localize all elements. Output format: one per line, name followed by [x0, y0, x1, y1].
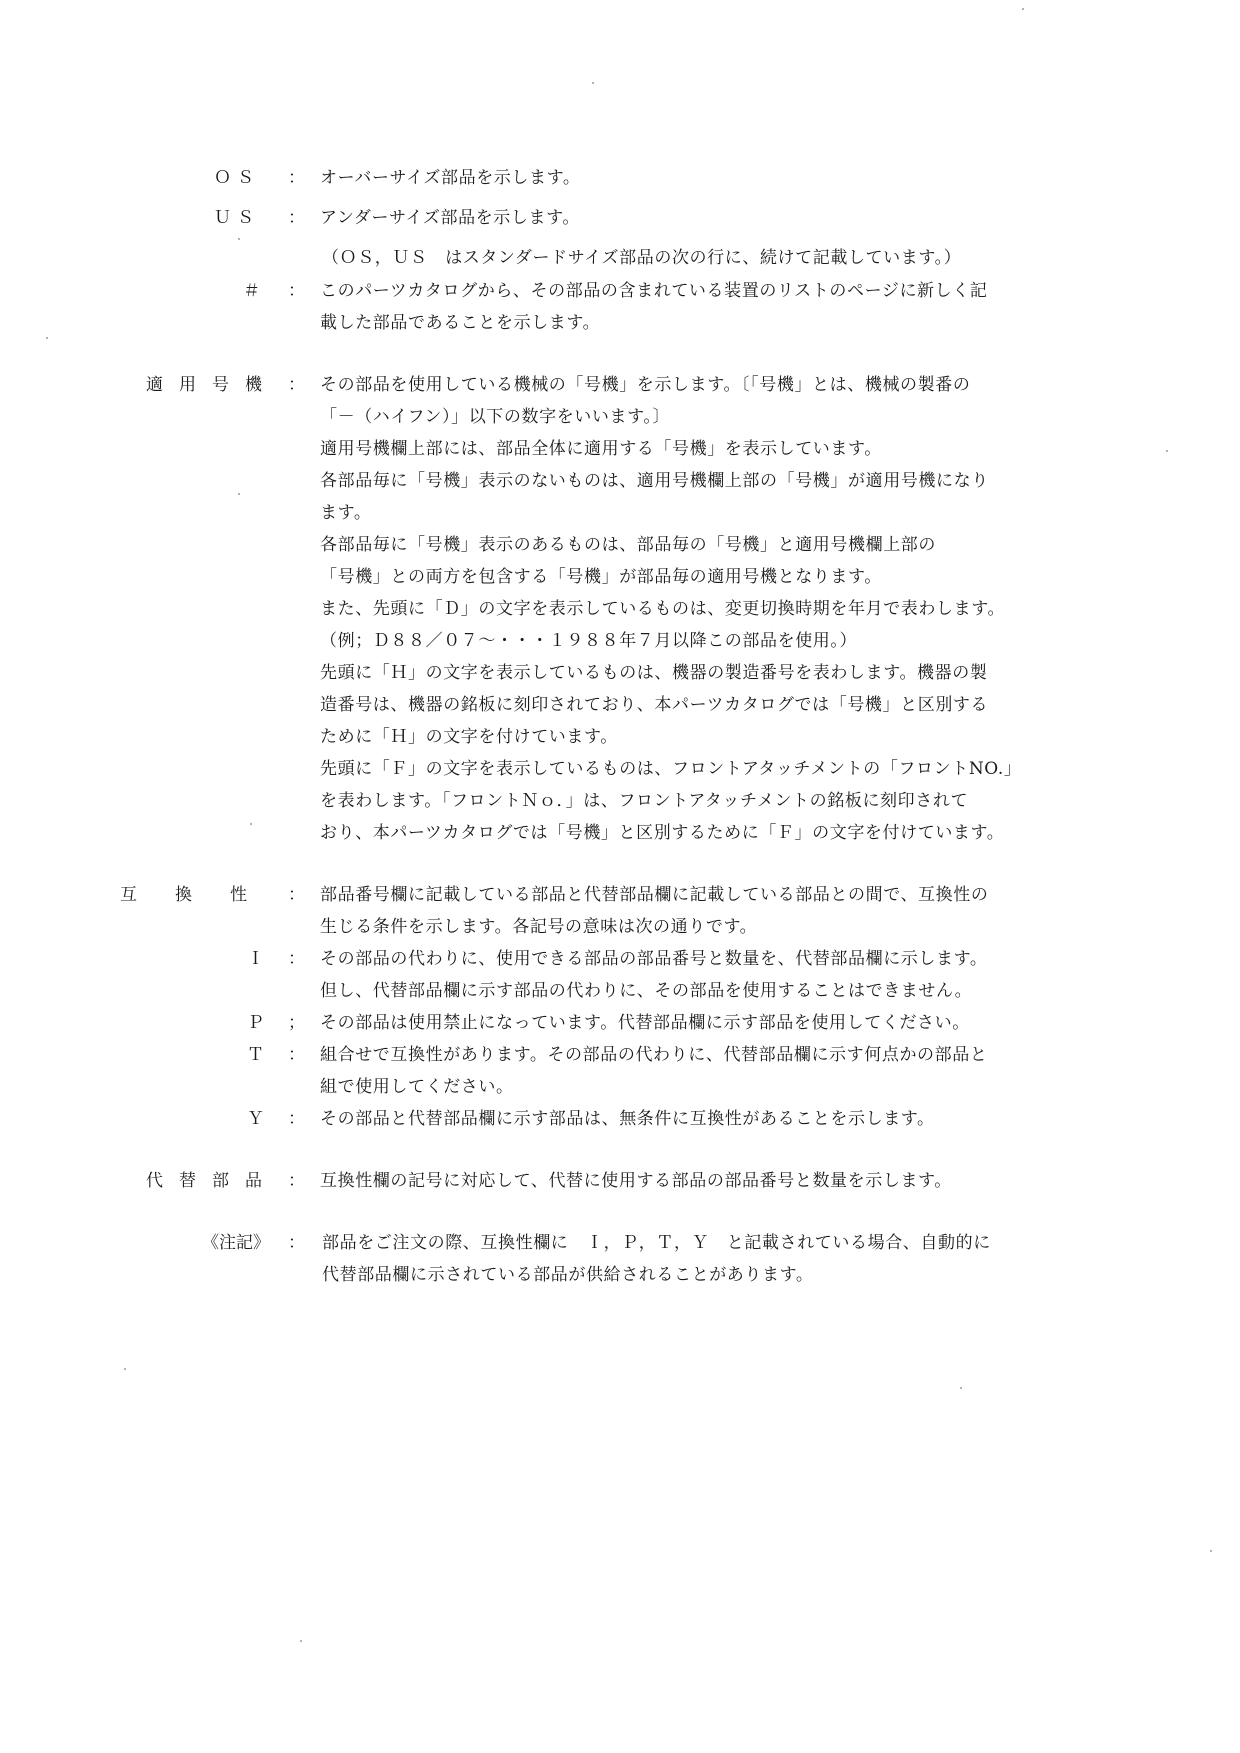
applicable-row-11 [0, 690, 1240, 720]
legend-hash-row-2 [0, 308, 1240, 338]
applicable-line-8: また、先頭に「Ｄ」の文字を表示しているものは、変更切換時期を年月で表わします。 [320, 599, 1006, 619]
applicable-line-10: 先頭に「Ｈ」の文字を表示しているものは、機器の製造番号を表わします。機器の製 [320, 663, 988, 683]
legend-hash-row [0, 276, 1240, 306]
code-y-line-1: その部品と代替部品欄に示す部品は、無条件に互換性があることを示します。 [320, 1109, 935, 1129]
note-row-2 [0, 1260, 1240, 1290]
scan-speck [592, 82, 594, 84]
code-y-term: Ｙ [247, 1109, 264, 1129]
code-p-row [0, 1008, 1240, 1038]
applicable-line-2: 「－（ハイフン）」以下の数字をいいます。〕 [320, 407, 671, 427]
scan-speck [238, 238, 240, 240]
code-i-term: Ｉ [247, 949, 264, 969]
legend-hash-text-1: このパーツカタログから、その部品の含まれている装置のリストのページに新しく記 [320, 281, 988, 301]
compatibility-term: 互換性 [120, 885, 285, 905]
applicable-line-12: ために「Ｈ」の文字を付けています。 [320, 727, 618, 747]
applicable-line-13: 先頭に「Ｆ」の文字を表示しているものは、フロントアタッチメントの「フロントNO.」 [320, 759, 1022, 779]
code-p-colon: ； [288, 1013, 305, 1033]
compatibility-line-1: 部品番号欄に記載している部品と代替部品欄に記載している部品との間で、互換性の [320, 885, 989, 905]
applicable-line-3: 適用号機欄上部には、部品全体に適用する「号機」を表示しています。 [320, 439, 882, 459]
applicable-line-5: ます。 [320, 503, 372, 523]
applicable-line-15: おり、本パーツカタログでは「号機」と区別するために「Ｆ」の文字を付けています。 [320, 823, 1005, 843]
applicable-line-4: 各部品毎に「号機」表示のないものは、適用号機欄上部の「号機」が適用号機になり [320, 471, 989, 491]
note-row-1 [0, 1228, 1240, 1258]
applicable-line-7: 「号機」との両方を包含する「号機」が部品毎の適用号機となります。 [320, 567, 882, 587]
code-t-row-2 [0, 1072, 1240, 1102]
applicable-row-14 [0, 786, 1240, 816]
code-i-line-2: 但し、代替部品欄に示す部品の代わりに、その部品を使用することはできません。 [320, 981, 973, 1001]
code-t-term: Ｔ [247, 1045, 264, 1065]
applicable-term: 適用号機 [146, 375, 278, 395]
applicable-row-7 [0, 562, 1240, 592]
legend-hash-term: ＃ [243, 281, 260, 301]
scan-speck [300, 1640, 302, 1642]
code-i-row-2 [0, 976, 1240, 1006]
compatibility-line-2: 生じる条件を示します。各記号の意味は次の通りです。 [320, 917, 758, 937]
note-line-1: 部品をご注文の際、互換性欄に Ｉ，Ｐ，Ｔ，Ｙ と記載されている場合、自動的に [322, 1233, 991, 1253]
replacement-line-1: 互換性欄の記号に対応して、代替に使用する部品の部品番号と数量を示します。 [320, 1171, 952, 1191]
compatibility-row-2 [0, 912, 1240, 942]
legend-hash-text-2: 載した部品であることを示します。 [320, 313, 601, 333]
legend-us-row [0, 203, 1240, 233]
code-p-line-1: その部品は使用禁止になっています。代替部品欄に示す部品を使用してください。 [320, 1013, 970, 1033]
applicable-line-1: その部品を使用している機械の「号機」を示します。〔「号機」とは、機械の製番の [320, 375, 971, 395]
applicable-colon: ： [288, 375, 305, 395]
code-y-row [0, 1104, 1240, 1134]
compatibility-row-1 [0, 880, 1240, 910]
applicable-row-12 [0, 722, 1240, 752]
note-colon: ： [288, 1233, 305, 1253]
applicable-row-1 [0, 370, 1240, 400]
legend-us-term: ＵＳ [214, 208, 260, 228]
compatibility-colon: ： [288, 885, 305, 905]
replacement-row [0, 1166, 1240, 1196]
applicable-row-4 [0, 466, 1240, 496]
scan-speck [1210, 1550, 1212, 1552]
applicable-row-6 [0, 530, 1240, 560]
scan-speck [960, 1387, 962, 1389]
code-t-row-1 [0, 1040, 1240, 1070]
legend-us-text: アンダーサイズ部品を示します。 [320, 208, 580, 228]
applicable-row-5 [0, 498, 1240, 528]
code-t-line-1: 組合せで互換性があります。その部品の代わりに、代替部品欄に示す何点かの部品と [320, 1045, 988, 1065]
scan-speck [238, 493, 240, 495]
applicable-row-10 [0, 658, 1240, 688]
note-line-2: 代替部品欄に示されている部品が供給されることがあります。 [322, 1265, 814, 1285]
legend-os-term: ＯＳ [214, 168, 260, 188]
legend-os-text: オーバーサイズ部品を示します。 [320, 168, 581, 188]
note-term: 《注記》 [202, 1233, 270, 1253]
applicable-line-6: 各部品毎に「号機」表示のあるものは、部品毎の「号機」と適用号機欄上部の [320, 535, 936, 555]
code-y-colon: ： [288, 1109, 305, 1129]
applicable-line-11: 造番号は、機器の銘板に刻印されており、本パーツカタログでは「号機」と区別する [320, 695, 989, 715]
scan-speck [1166, 450, 1168, 452]
applicable-row-2 [0, 402, 1240, 432]
applicable-row-13 [0, 754, 1240, 784]
scan-speck [1022, 8, 1024, 10]
legend-os-row [0, 163, 1240, 193]
applicable-row-9 [0, 626, 1240, 656]
legend-os-colon: ： [288, 168, 305, 188]
applicable-line-9: （例；Ｄ８８／０７～・・・１９８８年７月以降この部品を使用。） [320, 631, 858, 651]
replacement-term: 代替部品 [146, 1171, 278, 1191]
scan-speck [46, 337, 48, 339]
code-i-row-1 [0, 944, 1240, 974]
scan-speck [250, 823, 252, 825]
replacement-colon: ： [288, 1171, 305, 1191]
legend-hash-colon: ： [288, 281, 305, 301]
legend-us-colon: ： [288, 208, 305, 228]
applicable-row-15 [0, 818, 1240, 848]
applicable-row-3 [0, 434, 1240, 464]
code-t-line-2: 組で使用してください。 [320, 1077, 514, 1097]
applicable-row-8 [0, 594, 1240, 624]
code-i-colon: ： [288, 949, 305, 969]
applicable-line-14: を表わします。「フロントＮｏ．」は、フロントアタッチメントの銘板に刻印されて [320, 791, 969, 811]
legend-us-text-2: （ＯＳ，ＵＳ はスタンダードサイズ部品の次の行に、続けて記載しています。） [322, 248, 962, 268]
scan-speck [124, 1368, 126, 1370]
code-t-colon: ： [288, 1045, 305, 1065]
code-i-line-1: その部品の代わりに、使用できる部品の部品番号と数量を、代替部品欄に示します。 [320, 949, 988, 969]
code-p-term: Ｐ [247, 1013, 264, 1033]
legend-us-row-2 [0, 243, 1240, 273]
